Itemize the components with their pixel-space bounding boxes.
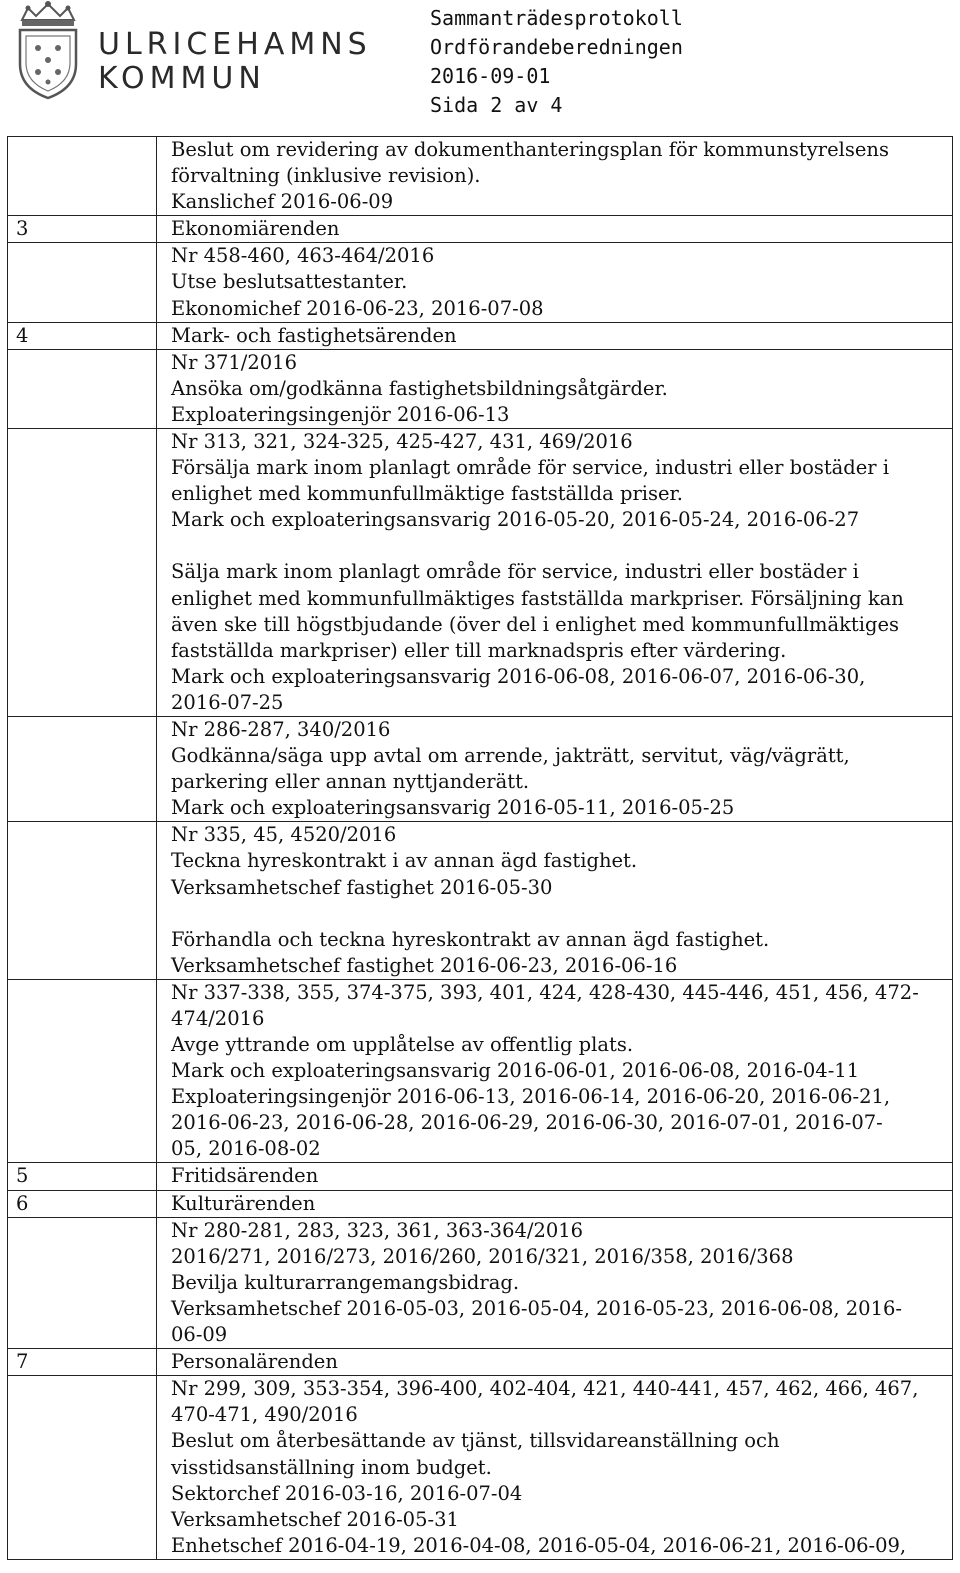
content-line xyxy=(171,901,938,927)
content-line: Nr 313, 321, 324-325, 425-427, 431, 469/2016 xyxy=(171,430,633,454)
content-line: 05, 2016-08-02 xyxy=(171,1137,321,1161)
table-row xyxy=(8,243,953,322)
section-number: 7 xyxy=(8,1349,157,1376)
row-content xyxy=(157,1376,953,1560)
document-type: Sammanträdesprotokoll xyxy=(430,6,683,30)
content-line: Ekonomichef 2016-06-23, 2016-07-08 xyxy=(171,296,544,320)
content-line: Verksamhetschef 2016-05-03, 2016-05-04, 2016-05-23, 2016-06-08, 2016- xyxy=(171,1296,902,1320)
table-row xyxy=(8,979,953,1163)
content-line: Avge yttrande om upplåtelse av offentlig plats. xyxy=(171,1033,634,1056)
content-line: Fritidsärenden xyxy=(171,1164,319,1188)
table-row xyxy=(8,349,953,428)
content-line: 470-471, 490/2016 xyxy=(171,1403,358,1427)
section-number xyxy=(8,137,157,216)
section-number: 3 xyxy=(8,216,157,243)
content-line: Beslut om återbesättande av tjänst, tillsvidareanställning och xyxy=(171,1429,780,1453)
delegation-table xyxy=(7,136,953,1560)
table-row xyxy=(8,322,953,349)
section-number xyxy=(8,349,157,428)
content-line: Bevilja kulturarrangemangsbidrag. xyxy=(171,1270,520,1294)
row-content xyxy=(157,822,953,979)
table-row xyxy=(8,429,953,717)
row-content xyxy=(157,429,953,717)
row-content xyxy=(157,1163,953,1190)
section-number xyxy=(8,429,157,717)
table-row xyxy=(8,216,953,243)
content-line: Verksamhetschef fastighet 2016-05-30 xyxy=(171,875,553,899)
content-line: visstidsanställning inom budget. xyxy=(171,1455,492,1479)
row-content xyxy=(157,322,953,349)
row-content xyxy=(157,1349,953,1376)
content-line: förvaltning (inklusive revision). xyxy=(171,164,481,188)
content-line: Beslut om revidering av dokumenthanteringsplan för kommunstyrelsens xyxy=(171,138,889,161)
page-number: Sida 2 av 4 xyxy=(430,93,563,117)
content-line: 06-09 xyxy=(171,1323,228,1347)
content-line: fastställda markpriser) eller till marknadspris efter värdering. xyxy=(171,638,787,662)
content-line: Förhandla och teckna hyreskontrakt av annan ägd fastighet. xyxy=(171,927,770,951)
content-line: Försälja mark inom planlagt område för service, industri eller bostäder i xyxy=(171,456,890,480)
table-row xyxy=(8,1163,953,1190)
content-line: Teckna hyreskontrakt i av annan ägd fastighet. xyxy=(171,849,638,873)
table-row xyxy=(8,1376,953,1560)
content-line: enlighet med kommunfullmäktiges fastställda markpriser. Försäljning kan xyxy=(171,586,904,610)
section-number xyxy=(8,243,157,322)
content-line: Personalärenden xyxy=(171,1350,338,1374)
content-line: Kulturärenden xyxy=(171,1191,316,1215)
row-content xyxy=(157,216,953,243)
page-header xyxy=(0,0,960,128)
content-line: Ansöka om/godkänna fastighetsbildningsåtgärder. xyxy=(171,376,668,400)
section-number xyxy=(8,822,157,979)
content-line: Utse beslutsattestanter. xyxy=(171,270,408,294)
content-line: Verksamhetschef 2016-05-31 xyxy=(171,1507,459,1531)
content-line: Mark- och fastighetsärenden xyxy=(171,323,457,347)
content-line: även ske till högstbjudande (över del i enlighet med kommunfullmäktiges xyxy=(171,612,900,636)
row-content xyxy=(157,979,953,1163)
content-line: enlighet med kommunfullmäktige fastställda priser. xyxy=(171,482,683,506)
row-content xyxy=(157,1190,953,1217)
content-line: Nr 299, 309, 353-354, 396-400, 402-404, 421, 440-441, 457, 462, 466, 467, xyxy=(171,1377,919,1401)
content-line: Exploateringsingenjör 2016-06-13, 2016-06-14, 2016-06-20, 2016-06-21, xyxy=(171,1085,891,1109)
content-line: Verksamhetschef fastighet 2016-06-23, 2016-06-16 xyxy=(171,953,678,977)
content-line: Mark och exploateringsansvarig 2016-05-20, 2016-05-24, 2016-06-27 xyxy=(171,508,860,532)
section-number xyxy=(8,716,157,821)
coat-of-arms-icon xyxy=(12,0,84,100)
section-number xyxy=(8,1217,157,1348)
row-content xyxy=(157,1217,953,1348)
content-line: 474/2016 xyxy=(171,1006,265,1030)
table-row xyxy=(8,1190,953,1217)
document-meta xyxy=(430,4,683,120)
content-line: Nr 286-287, 340/2016 xyxy=(171,717,391,741)
section-number xyxy=(8,1376,157,1560)
table-row xyxy=(8,822,953,979)
content-line: Mark och exploateringsansvarig 2016-06-08, 2016-06-07, 2016-06-30, xyxy=(171,664,866,688)
section-number xyxy=(8,979,157,1163)
content-line: Nr 280-281, 283, 323, 361, 363-364/2016 xyxy=(171,1218,584,1242)
content-line: 2016-07-25 xyxy=(171,690,284,714)
content-line: Kanslichef 2016-06-09 xyxy=(171,190,394,214)
content-line: Exploateringsingenjör 2016-06-13 xyxy=(171,402,510,426)
table-row xyxy=(8,1217,953,1348)
content-line: Nr 335, 45, 4520/2016 xyxy=(171,823,397,847)
content-line: Nr 458-460, 463-464/2016 xyxy=(171,244,435,268)
content-line: 2016-06-23, 2016-06-28, 2016-06-29, 2016-06-30, 2016-07-01, 2016-07- xyxy=(171,1111,883,1135)
delegation-table-body xyxy=(8,137,953,1560)
row-content xyxy=(157,243,953,322)
content-line xyxy=(171,533,938,559)
row-content xyxy=(157,137,953,216)
row-content xyxy=(157,716,953,821)
content-line: Nr 337-338, 355, 374-375, 393, 401, 424, 428-430, 445-446, 451, 456, 472- xyxy=(171,980,919,1004)
meeting-date: 2016-09-01 xyxy=(430,64,551,88)
logo-line-2: KOMMUN xyxy=(98,61,266,96)
logo-line-1: ULRICEHAMNS xyxy=(98,27,372,62)
content-line: Ekonomiärenden xyxy=(171,217,340,241)
table-row xyxy=(8,716,953,821)
content-line: Sektorchef 2016-03-16, 2016-07-04 xyxy=(171,1481,523,1505)
table-row xyxy=(8,137,953,216)
content-line: Godkänna/säga upp avtal om arrende, jakträtt, servitut, väg/vägrätt, xyxy=(171,744,850,768)
table-row xyxy=(8,1349,953,1376)
content-line: Sälja mark inom planlagt område för service, industri eller bostäder i xyxy=(171,560,859,584)
municipality-logo xyxy=(12,0,372,100)
row-content xyxy=(157,349,953,428)
content-line: Enhetschef 2016-04-19, 2016-04-08, 2016-05-04, 2016-06-21, 2016-06-09, xyxy=(171,1533,907,1557)
content-line: Nr 371/2016 xyxy=(171,350,297,374)
content-line: Mark och exploateringsansvarig 2016-05-11, 2016-05-25 xyxy=(171,796,735,820)
committee-name: Ordförandeberedningen xyxy=(430,35,683,59)
content-line: parkering eller annan nyttjanderätt. xyxy=(171,770,530,794)
section-number: 4 xyxy=(8,322,157,349)
content-line: 2016/271, 2016/273, 2016/260, 2016/321, 2016/358, 2016/368 xyxy=(171,1244,794,1268)
section-number: 6 xyxy=(8,1190,157,1217)
section-number: 5 xyxy=(8,1163,157,1190)
content-line: Mark och exploateringsansvarig 2016-06-01, 2016-06-08, 2016-04-11 xyxy=(171,1059,860,1083)
